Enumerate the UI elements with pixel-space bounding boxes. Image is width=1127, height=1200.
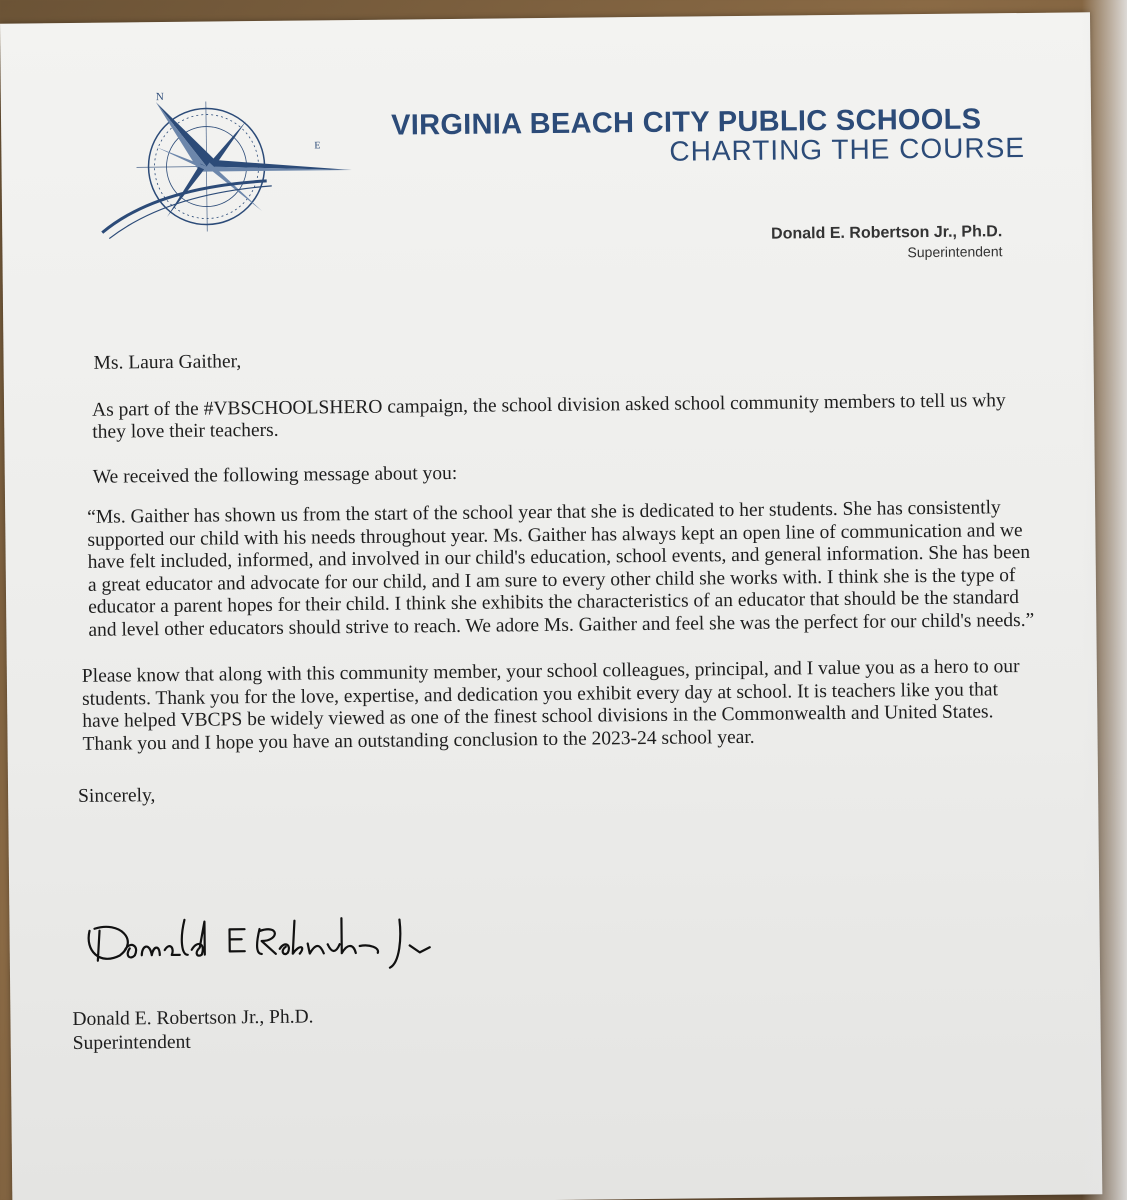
compass-n-label: N [155, 90, 164, 104]
compass-rose-logo [96, 90, 368, 243]
compass-e-label: E [314, 140, 321, 152]
letter-page [0, 12, 1102, 1200]
letterhead-brand [391, 103, 1052, 171]
paragraph-thanks: Please know that along with this community member, your school colleagues, principal, and I value you as a hero to our students. Thank you for the love, expertise, and dedication you exhibit every day at school. It is teachers like you that have helped VBCPS be widely viewed as one of the finest school divisions in the Commonwealth and United States. Thank you and I hope you have an outstanding conclusion to the 2023-24 school year. [81, 656, 1020, 755]
sender-name: Donald E. Robertson Jr., Ph.D. [771, 223, 1003, 243]
signer-name: Donald E. Robertson Jr., Ph.D. [72, 1006, 314, 1031]
org-tagline: CHARTING THE COURSE [669, 131, 1026, 167]
quoted-message: “Ms. Gaither has shown us from the start of the school year that she is dedicated to her students. She has consistently supported our child with his needs throughout year. Ms. Gaither has always kept an open line of communication and we have felt included, informed, and involved in our child's education, school events, and general information. She has been a great educator and advocate for our child, and I am sure to every other child she works with. I think she is the type of educator a parent hopes for their child. I think she exhibits the characteristics of an educator that should be the standard and level other educators should strive to reach. We adore Ms. Gaither and feel she was the perfect for our child's needs.” [87, 497, 1035, 641]
letterhead-sender [771, 223, 1003, 261]
letter-body [73, 343, 1038, 809]
paragraph-received: We received the following message about you: [92, 462, 458, 488]
signer-title: Superintendent [72, 1031, 191, 1055]
sender-title: Superintendent [907, 243, 1003, 261]
salutation: Ms. Laura Gaither, [93, 351, 242, 374]
org-name: VIRGINIA BEACH CITY PUBLIC SCHOOLS [390, 103, 982, 142]
signature-block [72, 1005, 314, 1056]
closing: Sincerely, [78, 785, 156, 807]
plastic-sleeve-edge [1082, 0, 1127, 1200]
signature-lettering: Donald E Robertson Jr [79, 910, 89, 912]
handwritten-signature [79, 907, 450, 981]
paragraph-intro: As part of the #VBSCHOOLSHERO campaign, the school division asked school community members to tell us why they love their teachers. [91, 389, 1006, 443]
